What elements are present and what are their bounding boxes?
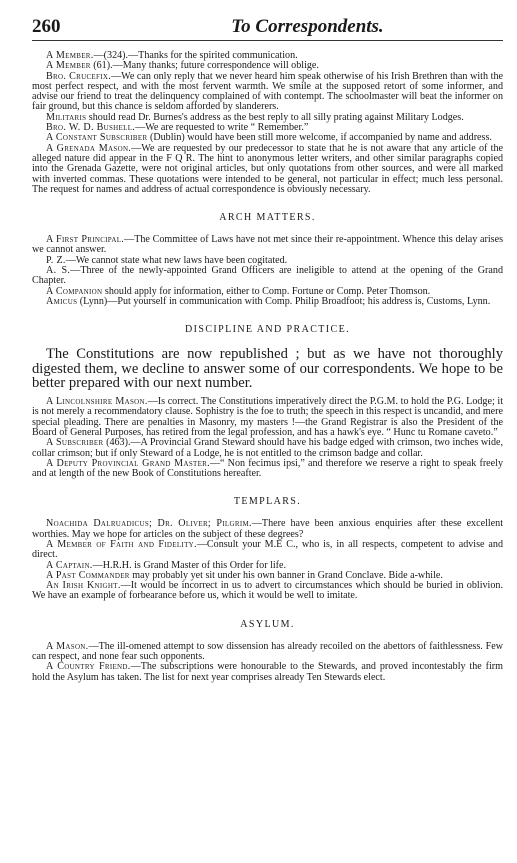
paragraph: [32, 72, 503, 113]
paragraph-text: —It would be incorrect in us to advert to circumstances which should be buried in oblivion. We have an example of forbearance before us, which it would be well to imitate.: [32, 580, 503, 602]
paragraph-text: —Three of the newly-appointed Grand Officers are ineligible to attend at the opening of the Grand Chapter.: [32, 265, 503, 287]
paragraph-lead: Bro. W. D. Bushell.: [46, 122, 136, 134]
paragraph-text: —The ill-omened attempt to sow dissension has already recoiled on the abettors of faithlessness. Few can respect, and none fear such opponents.: [32, 640, 503, 663]
paragraph: [32, 438, 503, 459]
paragraph-text: —“ Non fecimus ipsi,” and therefore we reserve a right to speak freely and at length of the new Book of Constitutions hereafter.: [32, 457, 503, 480]
paragraph: [32, 459, 503, 480]
paragraph-lead: A. S.: [46, 265, 71, 277]
paragraph-lead: A Member of Faith and Fidelity.: [46, 538, 197, 550]
paragraph-lead: Militaris: [46, 111, 87, 123]
paragraph-lead: A Captain.: [46, 559, 93, 571]
section-general: [32, 51, 503, 195]
paragraph-text: should apply for information, either to Comp. Fortune or Comp. Peter Thomson.: [102, 285, 431, 297]
paragraph-text: (Dublin) would have been still more welcome, if accompanied by name and address.: [147, 132, 492, 144]
paragraph: [32, 266, 503, 287]
section-heading: ARCH MATTERS.: [219, 212, 316, 224]
paragraph: [32, 581, 503, 602]
paragraph-text: should read Dr. Burnes's address as the best reply to all silly prating against Military Lodges.: [86, 111, 464, 123]
paragraph: [32, 144, 503, 195]
section-discipline-and-practice: [32, 324, 503, 479]
section-heading: DISCIPLINE AND PRACTICE.: [185, 324, 350, 336]
paragraph-lead: A Mason.: [46, 640, 89, 652]
paragraph-text: —We are requested by our predecessor to state that he is not aware that any article of the alleged nature did appear in the F Q R. The hint to anonymous letter writers, and other similar paragraphs copied into the Grenada Gazette, were not original articles, but only quotations from other sources, and were all marked with inverted commas. These quotations were intended to be general, not particular in effect; much less personal. The request for names and address of actual correspondence is obviously necessary.: [32, 142, 503, 195]
paragraph: [32, 540, 503, 561]
paragraph: [32, 519, 503, 540]
running-head: To Correspondents.: [231, 16, 384, 37]
section-heading: ASYLUM.: [240, 618, 295, 630]
section-templars: [32, 496, 503, 601]
paragraph-lead: Bro. Crucefix.: [46, 70, 112, 82]
page-number: 260: [32, 16, 61, 37]
section-arch-matters: [32, 212, 503, 307]
paragraph-text: —There have been anxious enquiries after these excellent worthies. May we hope for articles on the subject of these degrees?: [32, 518, 504, 540]
paragraph: [32, 297, 503, 307]
paragraph-lead: A Member: [46, 60, 91, 72]
page-header: [32, 14, 503, 41]
paragraph-text: —Is correct. The Constitutions imperatively direct the P.G.M. to hold the P.G. Lodge; it is not merely a recommendatory clause. Sophistry is the foe to truth; the speech in this respect is uncandid, and mere special pleading. There are penalties in Masonry, my masters !—the Grand Registrar is also the President of the Board of General Purposes, has retired from the legal profession, and has a hawk's eye. “ Hunc tu Romane caveto.”: [32, 396, 503, 438]
paragraph: [32, 397, 503, 438]
paragraph-lead: A Deputy Provincial Grand Master.: [46, 457, 210, 469]
paragraph-text: may probably yet sit under his own banner in Grand Conclave. Bide a-while.: [129, 569, 443, 581]
paragraph-text: —H.R.H. is Grand Master of this Order for life.: [92, 559, 287, 571]
paragraph-lead: A First Principal.: [46, 234, 125, 246]
paragraph: [32, 662, 503, 683]
paragraph-text: —The subscriptions were honourable to the Stewards, and proved incontestably the firm hold the Asylum has taken. The list for next year comprises already Ten Stewards elect.: [32, 661, 503, 683]
paragraph-text: —Consult your M.E C., who is, in all respects, competent to advise and direct.: [32, 538, 503, 561]
paragraph-lead: A Constant Subscriber: [46, 132, 148, 144]
paragraph-text: (Lynn)—Put yourself in communication with Comp. Philip Broadfoot; his address is, Customs, Lynn.: [77, 295, 491, 307]
paragraph-text: (61).—Many thanks; future correspondence will oblige.: [90, 60, 319, 72]
paragraph-text: —The Committee of Laws have not met since their re-appointment. Whence this delay arises we cannot answer.: [32, 234, 503, 256]
paragraph-lead: Noachida Dalruadicus; Dr. Oliver; Pilgrim.: [46, 518, 252, 530]
paragraph-lead: A Country Friend.: [46, 661, 131, 673]
paragraph-lead: A Grenada Mason.: [46, 142, 132, 154]
section-asylum: [32, 619, 503, 683]
paragraph-lead: A Past Commander: [46, 569, 130, 581]
paragraph-text: —We are requested to write “ Remember.”: [135, 122, 309, 134]
paragraph: [32, 235, 503, 256]
paragraph-lead: Amicus: [46, 295, 78, 307]
paragraph-text: —We can only reply that we never heard him speak otherwise of his Irish Brethren than with the most perfect respect, and with the most fervent warmth. We smile at the supposed retort of some informer, and advise our friend to treat the delinquency complained of with contempt. The schoolmaster will beat the informer on fair ground, but this chance is seldom afforded by slanderers.: [32, 70, 503, 113]
paragraph-lead: P. Z.: [46, 254, 66, 266]
paragraph-text: —(324).—Thanks for the spirited communication.: [93, 50, 298, 61]
paragraph-lead: An Irish Knight.: [46, 580, 121, 592]
paragraph-lead: A Member.: [46, 50, 94, 61]
section-heading: TEMPLARS.: [233, 496, 302, 508]
paragraph-text: —We cannot state what new laws have been cogitated.: [65, 254, 288, 266]
paragraph-lead: A Companion: [46, 285, 103, 297]
paragraph-lead: A Subscriber: [46, 437, 104, 449]
paragraph-text: (463).—A Provincial Grand Steward should have his badge edged with crimson, two inches wide, collar crimson; but if only Steward of a Lodge, he is not entitled to the crimson badge and collar.: [32, 437, 504, 459]
notice-paragraph: The Constitutions are now republished ; but as we have not thoroughly digested them, we decline to answer some of our correspondents. We hope to be better prepared with our next number.: [32, 346, 503, 392]
paragraph-lead: A Lincolnshire Mason.: [46, 396, 148, 408]
paragraph: [32, 642, 503, 663]
